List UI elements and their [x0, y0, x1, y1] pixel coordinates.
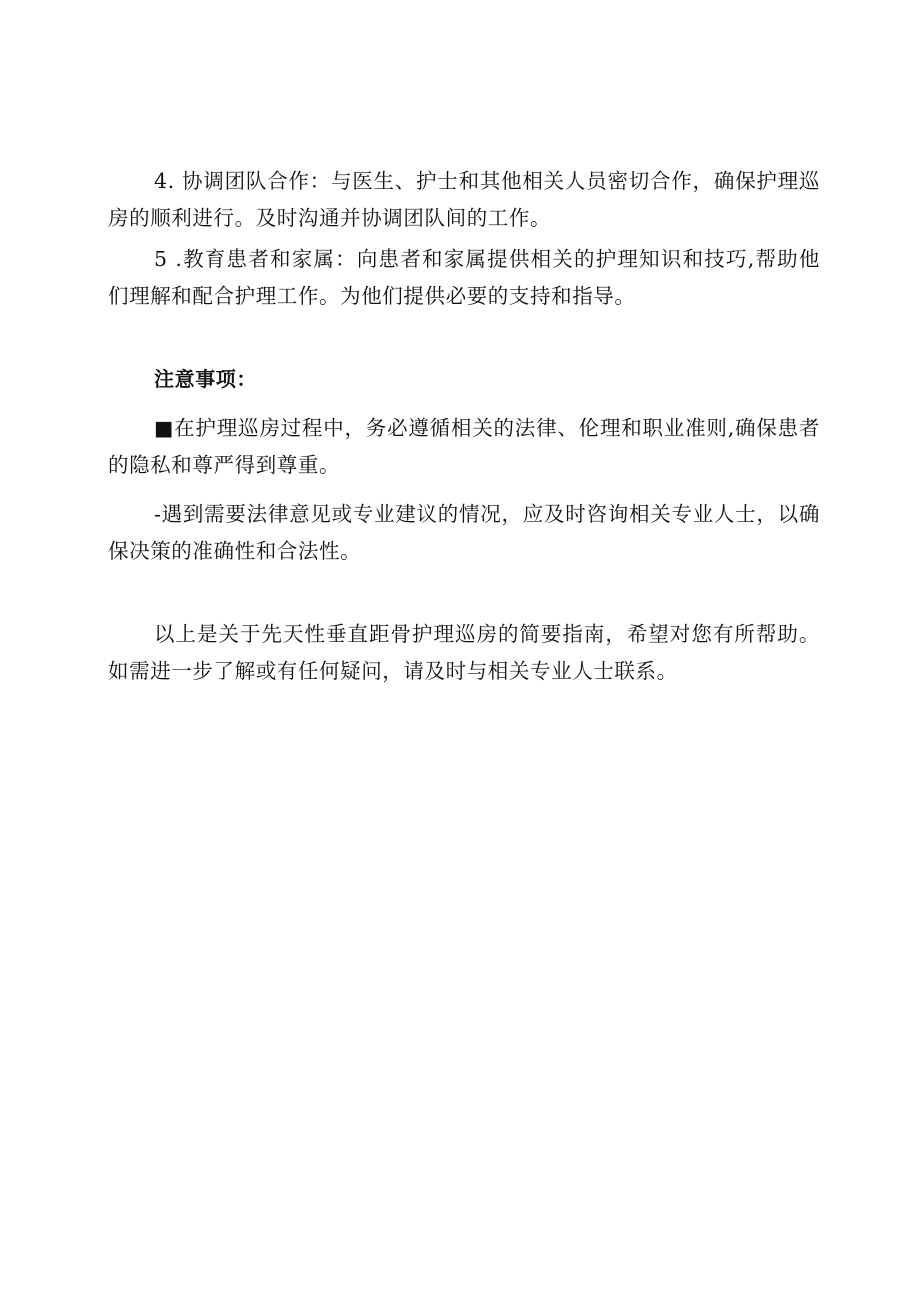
- list-item-educate-patients: 5 .教育患者和家属：向患者和家属提供相关的护理知识和技巧,帮助他们理解和配合护理工作。为他们提供必要的支持和指导。: [108, 247, 820, 308]
- note-item-legal-ethics: ■在护理巡房过程中，务必遵循相关的法律、伦理和职业准则,确保患者的隐私和尊严得到尊重。: [108, 416, 820, 477]
- conclusion-paragraph: 以上是关于先天性垂直距骨护理巡房的简要指南，希望对您有所帮助。如需进一步了解或有任何疑问，请及时与相关专业人士联系。: [108, 622, 820, 683]
- list-item-coordinate-team: 4. 协调团队合作：与医生、护士和其他相关人员密切合作，确保护理巡房的顺利进行。及时沟通并协调团队间的工作。: [108, 169, 820, 230]
- notes-heading: 注意事项：: [154, 367, 257, 391]
- document-body: [108, 163, 820, 690]
- note-item-consult-experts: -遇到需要法律意见或专业建议的情况，应及时咨询相关专业人士，以确保决策的准确性和合法性。: [108, 502, 820, 563]
